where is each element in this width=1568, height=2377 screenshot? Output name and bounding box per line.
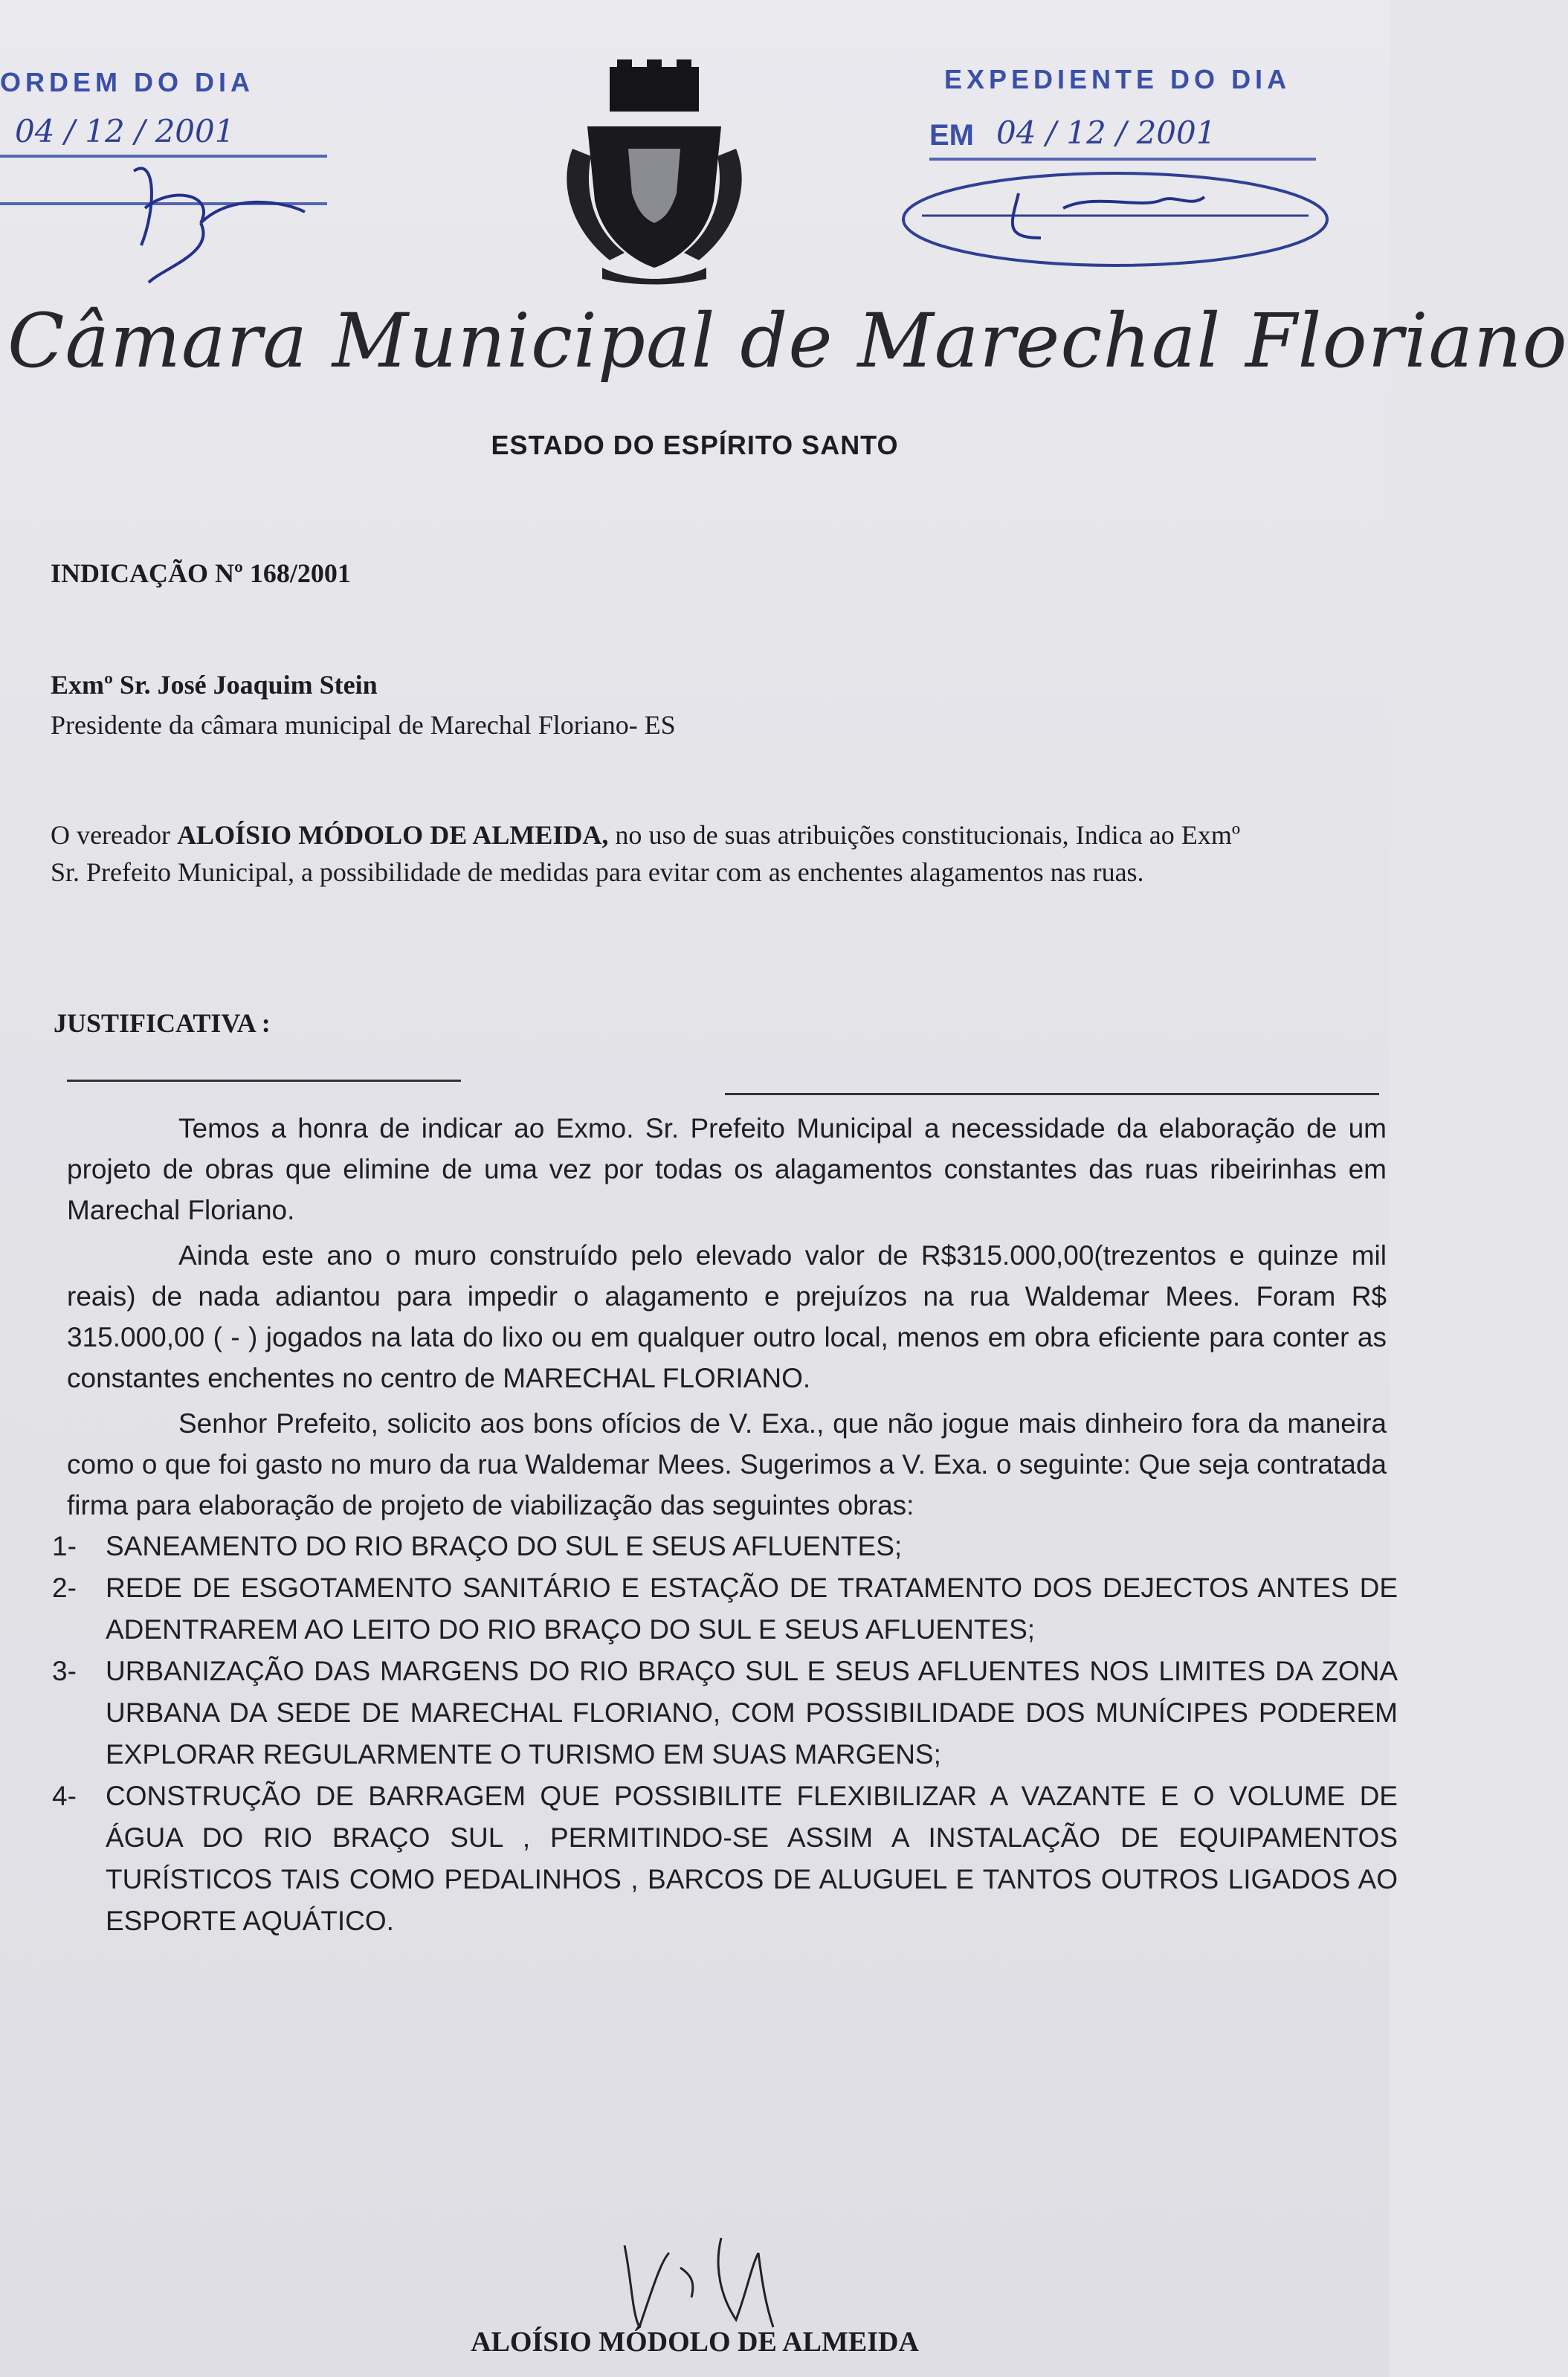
list-item bbox=[52, 1567, 1398, 1651]
stamp-oval-signature bbox=[892, 164, 1338, 283]
page-title: Câmara Municipal de Marechal Floriano bbox=[7, 297, 1568, 384]
intro-paragraph bbox=[51, 816, 1240, 891]
list-item-number: 1- bbox=[52, 1531, 77, 1561]
intro-prefix: O vereador bbox=[51, 820, 170, 850]
list-item-text: SANEAMENTO DO RIO BRAÇO DO SUL E SEUS AFLUENTES; bbox=[106, 1531, 903, 1561]
stamp-date: 04 / 12 / 2001 bbox=[996, 115, 1216, 151]
document-number: INDICAÇÃO Nº 168/2001 bbox=[51, 558, 351, 588]
list-item-text: URBANIZAÇÃO DAS MARGENS DO RIO BRAÇO SUL E SEUS AFLUENTES NOS LIMITES DA ZONA URBANA DA SEDE DE MARECHAL FLORIANO, COM POSSIBILIDADE DOS MUNÍCIPES PODEREM EXPLORAR REGULARMENTE O TURISMO EM SUAS MARGENS; bbox=[106, 1656, 1398, 1770]
list-item bbox=[52, 1651, 1398, 1776]
list-item-number: 2- bbox=[52, 1573, 77, 1603]
list-item-text: REDE DE ESGOTAMENTO SANITÁRIO E ESTAÇÃO DE TRATAMENTO DOS DEJECTOS ANTES DE ADENTRAREM AO LEITO DO RIO BRAÇO DO SUL E SEUS AFLUENTES; bbox=[106, 1573, 1398, 1645]
list-item-text: CONSTRUÇÃO DE BARRAGEM QUE POSSIBILITE FLEXIBILIZAR A VAZANTE E O VOLUME DE ÁGUA DO RIO BRAÇO SUL , PERMITINDO-SE ASSIM A INSTALAÇÃO DE EQUIPAMENTOS TURÍSTICOS TAIS COMO PEDALINHOS , BARCOS DE ALUGUEL E TANTOS OUTROS LIGADOS AO ESPORTE AQUÁTICO. bbox=[106, 1781, 1398, 1936]
intro-rest: no uso de suas atribuições constitucionais, Indica ao Exmº Sr. Prefeito Municipal, a possibilidade de medidas para evitar com as enchentes alagamentos nas ruas. bbox=[51, 820, 1240, 887]
page-subtitle: ESTADO DO ESPÍRITO SANTO bbox=[491, 430, 899, 460]
justification-body bbox=[52, 1108, 1398, 1942]
stamp-heading: ORDEM DO DIA bbox=[0, 67, 254, 97]
addressee-role: Presidente da câmara municipal de Marechal Floriano- ES bbox=[51, 710, 676, 740]
divider-right bbox=[725, 1093, 1379, 1095]
stamp-ordem-do-dia bbox=[0, 59, 349, 305]
stamp-heading: EXPEDIENTE DO DIA bbox=[944, 64, 1291, 94]
stamp-expediente-do-dia bbox=[892, 59, 1338, 283]
stamp-underline bbox=[929, 158, 1316, 161]
signatory-name: ALOÍSIO MÓDOLO DE ALMEIDA bbox=[471, 2326, 919, 2358]
paragraph: Senhor Prefeito, solicito aos bons ofícios de V. Exa., que não jogue mais dinheiro fora da maneira como o que foi gasto no muro da rua Waldemar Mees. Sugerimos a V. Exa. o seguinte: Que seja contratada firma para elaboração de projeto de viabilização das seguintes obras: bbox=[67, 1408, 1387, 1520]
works-list bbox=[52, 1526, 1398, 1942]
coat-of-arms-icon bbox=[558, 59, 751, 283]
intro-name: ALOÍSIO MÓDOLO DE ALMEIDA, bbox=[177, 820, 609, 850]
justification-heading: JUSTIFICATIVA : bbox=[54, 1008, 271, 1038]
paragraph: Temos a honra de indicar ao Exmo. Sr. Prefeito Municipal a necessidade da elaboração de um projeto de obras que elimine de uma vez por todas os alagamentos constantes das ruas ribeirinhas em Marechal Floriano. bbox=[67, 1113, 1387, 1225]
addressee-name: Exmº Sr. José Joaquim Stein bbox=[51, 670, 378, 700]
list-item-number: 3- bbox=[52, 1656, 77, 1686]
list-item-number: 4- bbox=[52, 1781, 77, 1811]
stamp-date: 04 / 12 / 2001 bbox=[15, 113, 235, 149]
list-item bbox=[52, 1526, 1398, 1567]
stamp-prefix: EM bbox=[929, 119, 974, 152]
divider-left bbox=[67, 1080, 461, 1082]
handwritten-signature bbox=[610, 2223, 788, 2335]
handwritten-signature bbox=[104, 141, 342, 290]
list-item bbox=[52, 1776, 1398, 1942]
paragraph: Ainda este ano o muro construído pelo elevado valor de R$315.000,00(trezentos e quinze mil reais) de nada adiantou para impedir o alagamento e prejuízos na rua Waldemar Mees. Foram R$ 315.000,00 ( - ) jogados na lata do lixo ou em qualquer outro local, menos em obra eficiente para conter as constantes enchentes no centro de MARECHAL FLORIANO. bbox=[67, 1240, 1387, 1393]
